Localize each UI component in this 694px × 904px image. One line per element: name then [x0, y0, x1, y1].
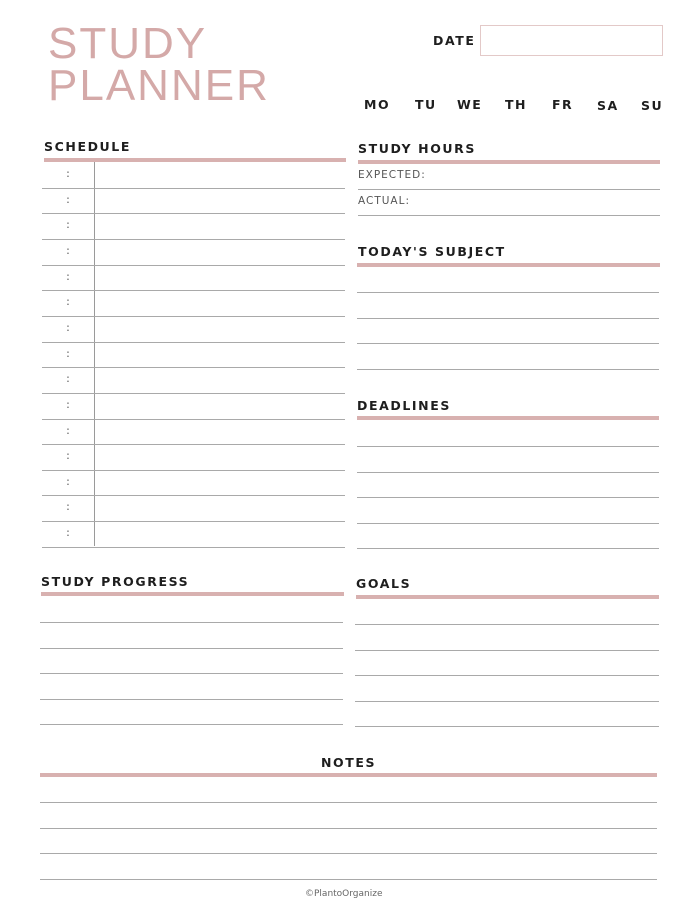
- study-progress-accent-bar: [41, 592, 344, 596]
- todays-subject-heading: TODAY'S SUBJECT: [358, 244, 506, 259]
- expected-label: EXPECTED:: [358, 169, 426, 181]
- schedule-row-line[interactable]: [42, 265, 345, 266]
- date-field[interactable]: [480, 25, 663, 56]
- schedule-row-line[interactable]: [42, 342, 345, 343]
- actual-label: ACTUAL:: [358, 195, 410, 207]
- schedule-row-line[interactable]: [42, 213, 345, 214]
- progress-line[interactable]: [40, 622, 343, 623]
- schedule-heading: SCHEDULE: [44, 139, 132, 154]
- progress-line[interactable]: [40, 673, 343, 674]
- schedule-time-slot[interactable]: :: [66, 243, 70, 257]
- schedule-time-slot[interactable]: :: [66, 218, 70, 232]
- subject-line[interactable]: [357, 292, 659, 293]
- notes-line[interactable]: [40, 853, 657, 854]
- planner-title-line1: STUDY: [48, 19, 208, 68]
- schedule-time-slot[interactable]: :: [66, 526, 70, 540]
- day-th[interactable]: TH: [505, 97, 527, 112]
- notes-heading: NOTES: [321, 755, 377, 770]
- subject-line[interactable]: [357, 369, 659, 370]
- study-progress-heading: STUDY PROGRESS: [41, 574, 190, 589]
- schedule-time-slot[interactable]: :: [66, 269, 70, 283]
- planner-title-line2: PLANNER: [48, 61, 270, 110]
- goal-line[interactable]: [355, 726, 659, 727]
- schedule-time-slot[interactable]: :: [66, 423, 70, 437]
- actual-line[interactable]: [358, 215, 660, 216]
- subject-line[interactable]: [357, 343, 659, 344]
- notes-line[interactable]: [40, 879, 657, 880]
- expected-line[interactable]: [358, 189, 660, 190]
- schedule-time-slot[interactable]: :: [66, 449, 70, 463]
- day-su[interactable]: SU: [641, 98, 664, 113]
- study-hours-accent-bar: [358, 160, 660, 164]
- deadlines-accent-bar: [357, 416, 659, 420]
- goals-accent-bar: [356, 595, 659, 599]
- goals-heading: GOALS: [356, 576, 412, 591]
- date-label: DATE: [433, 33, 476, 48]
- day-fr[interactable]: FR: [552, 97, 574, 112]
- goal-line[interactable]: [355, 624, 659, 625]
- deadline-line[interactable]: [357, 446, 659, 447]
- schedule-time-slot[interactable]: :: [66, 167, 70, 180]
- schedule-row-line[interactable]: [42, 188, 345, 189]
- schedule-time-slot[interactable]: :: [66, 372, 70, 386]
- goal-line[interactable]: [355, 675, 659, 676]
- deadlines-heading: DEADLINES: [357, 398, 451, 413]
- schedule-time-slot[interactable]: :: [66, 295, 70, 309]
- schedule-row-line[interactable]: [42, 547, 345, 548]
- schedule-row-line[interactable]: [42, 393, 345, 394]
- deadline-line[interactable]: [357, 472, 659, 473]
- progress-line[interactable]: [40, 648, 343, 649]
- progress-line[interactable]: [40, 699, 343, 700]
- day-mo[interactable]: MO: [364, 97, 391, 112]
- schedule-row-line[interactable]: [42, 290, 345, 291]
- notes-line[interactable]: [40, 828, 657, 829]
- schedule-time-slot[interactable]: :: [66, 192, 70, 206]
- copyright-footer: ©PlantoOrganize: [305, 889, 383, 899]
- deadline-line[interactable]: [357, 523, 659, 524]
- schedule-row-line[interactable]: [42, 444, 345, 445]
- notes-accent-bar: [40, 773, 657, 777]
- deadline-line[interactable]: [357, 548, 659, 549]
- schedule-row-line[interactable]: [42, 239, 345, 240]
- schedule-row-line[interactable]: [42, 470, 345, 471]
- subject-line[interactable]: [357, 318, 659, 319]
- day-tu[interactable]: TU: [415, 97, 437, 112]
- day-sa[interactable]: SA: [597, 98, 619, 113]
- day-we[interactable]: WE: [457, 97, 483, 112]
- notes-line[interactable]: [40, 802, 657, 803]
- schedule-row-line[interactable]: [42, 316, 345, 317]
- schedule-row-line[interactable]: [42, 495, 345, 496]
- goal-line[interactable]: [355, 701, 659, 702]
- study-hours-heading: STUDY HOURS: [358, 141, 477, 156]
- deadline-line[interactable]: [357, 497, 659, 498]
- schedule-accent-bar: [44, 158, 346, 162]
- schedule-row-line[interactable]: [42, 521, 345, 522]
- schedule-row-line[interactable]: [42, 367, 345, 368]
- schedule-time-slot[interactable]: :: [66, 320, 70, 334]
- schedule-time-slot[interactable]: :: [66, 397, 70, 411]
- goal-line[interactable]: [355, 650, 659, 651]
- schedule-time-divider: [94, 162, 95, 546]
- schedule-row-line[interactable]: [42, 419, 345, 420]
- schedule-time-slot[interactable]: :: [66, 346, 70, 360]
- progress-line[interactable]: [40, 724, 343, 725]
- todays-subject-accent-bar: [357, 263, 660, 267]
- schedule-time-slot[interactable]: :: [66, 474, 70, 488]
- schedule-time-slot[interactable]: :: [66, 500, 70, 514]
